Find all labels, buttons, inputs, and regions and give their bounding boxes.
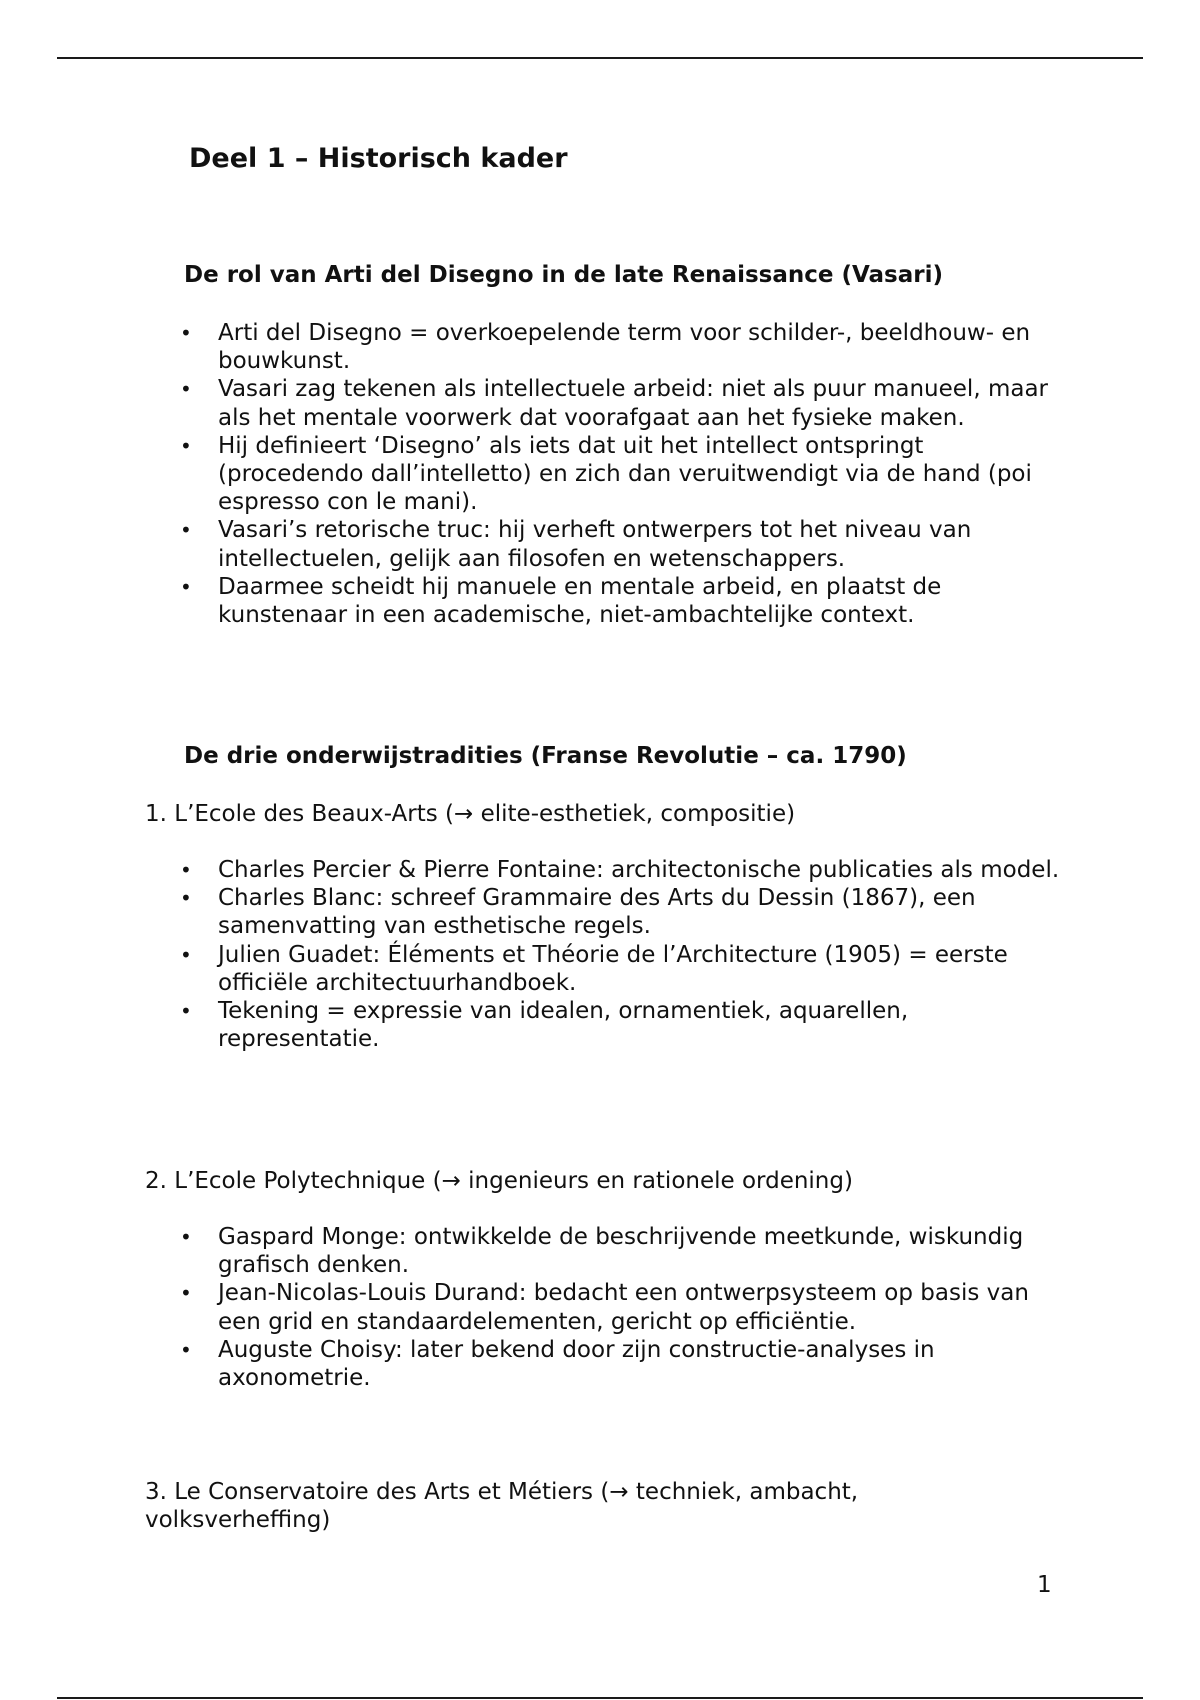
list-item: • Gaspard Monge: ontwikkelde de beschrijvende meetkunde, wiskundig grafisch denken. (0, 1223, 1200, 1279)
header-rule (57, 57, 1143, 59)
list-item: • Tekening = expressie van idealen, ornamentiek, aquarellen, representatie. (0, 997, 1200, 1053)
bullet-list-vasari (0, 319, 1200, 629)
list-item: • Vasari zag tekenen als intellectuele arbeid: niet als puur manueel, maar als het mentale voorwerk dat voorafgaat aan het fysieke maken. (0, 375, 1200, 431)
page-number: 1 (1037, 1572, 1052, 1598)
footer-rule (57, 1697, 1143, 1699)
section-heading-vasari: De rol van Arti del Disegno in de late Renaissance (Vasari) (184, 262, 943, 288)
list-item: • Jean-Nicolas-Louis Durand: bedacht een ontwerpsysteem op basis van een grid en standaardelementen, gericht op efficiëntie. (0, 1279, 1200, 1335)
list-item: • Daarmee scheidt hij manuele en mentale arbeid, en plaatst de kunstenaar in een academische, niet-ambachtelijke context. (0, 573, 1200, 629)
list-item: • Vasari’s retorische truc: hij verheft ontwerpers tot het niveau van intellectuelen, gelijk aan filosofen en wetenschappers. (0, 516, 1200, 572)
page-title: Deel 1 – Historisch kader (189, 143, 568, 174)
bullet-list-polytechnique (0, 1223, 1200, 1392)
numbered-heading-polytechnique: 2. L’Ecole Polytechnique (→ ingenieurs en rationele ordening) (145, 1168, 853, 1194)
list-item: • Hij definieert ‘Disegno’ als iets dat uit het intellect ontspringt (procedendo dall’intelletto) en zich dan veruitwendigt via de hand (poi espresso con le mani). (0, 432, 1200, 517)
numbered-heading-conservatoire: 3. Le Conservatoire des Arts et Métiers (→ techniek, ambacht, volksverheffing) (145, 1479, 859, 1533)
section-heading-traditions: De drie onderwijstradities (Franse Revolutie – ca. 1790) (184, 743, 907, 769)
list-item: • Charles Blanc: schreef Grammaire des Arts du Dessin (1867), een samenvatting van esthetische regels. (0, 884, 1200, 940)
list-item: • Auguste Choisy: later bekend door zijn constructie-analyses in axonometrie. (0, 1336, 1200, 1392)
list-item: • Charles Percier & Pierre Fontaine: architectonische publicaties als model. (0, 856, 1200, 884)
list-item: • Arti del Disegno = overkoepelende term voor schilder-, beeldhouw- en bouwkunst. (0, 319, 1200, 375)
bullet-list-beaux-arts (0, 856, 1200, 1053)
numbered-heading-beaux-arts: 1. L’Ecole des Beaux-Arts (→ elite-esthetiek, compositie) (145, 801, 796, 827)
list-item: • Julien Guadet: Éléments et Théorie de l’Architecture (1905) = eerste officiële architectuurhandboek. (0, 941, 1200, 997)
